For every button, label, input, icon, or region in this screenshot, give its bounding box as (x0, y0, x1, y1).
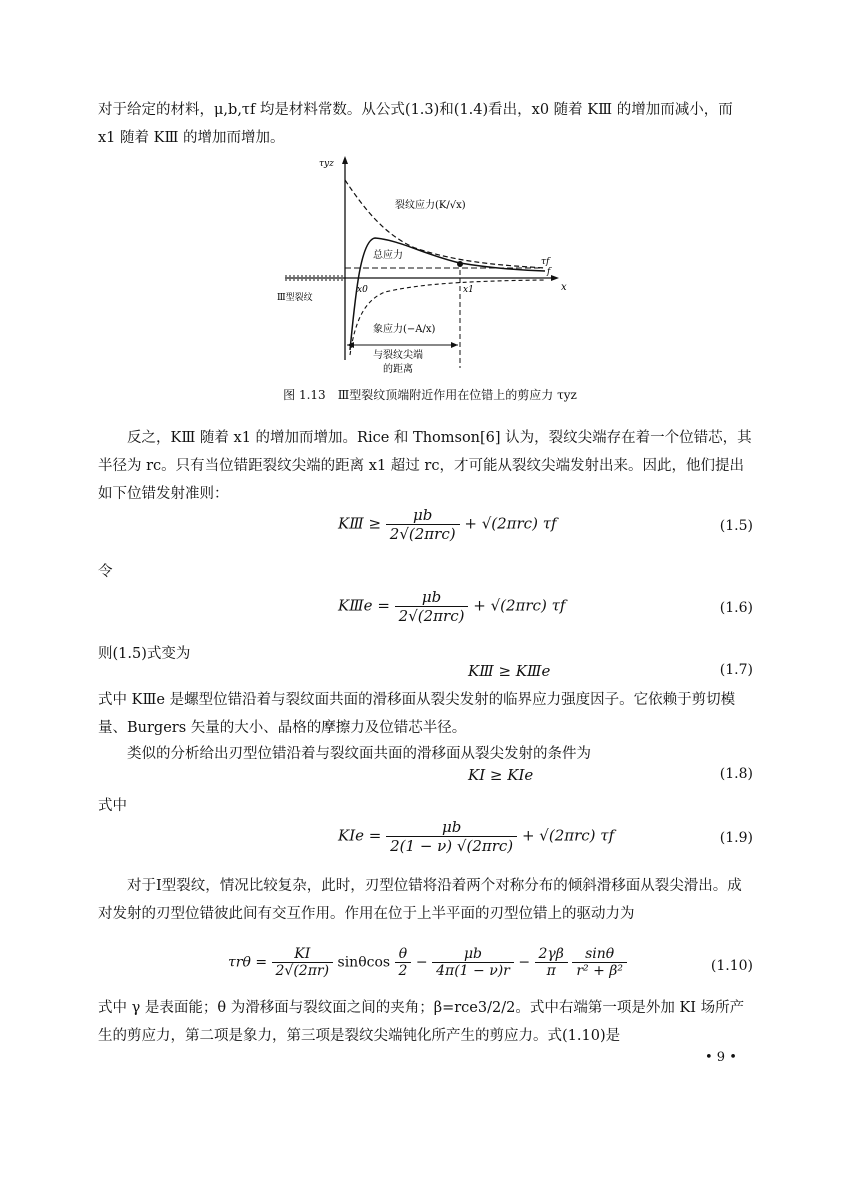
f-label: f (547, 267, 551, 277)
ling-label: 令 (98, 564, 113, 580)
shear-stress-figure (275, 150, 575, 390)
equation-1-8: KⅠ ≥ KⅠe (1.8) (468, 766, 753, 784)
equation-1-10: τrθ = $\frac{\text{KⅠ}}{2√(2\pi r)}$ sinθcos $\frac{\theta}{2}$ − $\frac{\mu b}{4\pi(1 - \nu)r}$ − $\frac{2\gamma\beta}{\pi}$ $\frac{\sin\theta}{\text{r² + β²}}$ (1.10) (228, 946, 753, 979)
crack-label: Ⅲ型裂纹 (277, 293, 313, 303)
paragraph-5: 对于Ⅰ型裂纹，情况比较复杂，此时，刃型位错将沿着两个对称分布的倾斜滑移面从裂尖滑出。成对发射的刃型位错彼此间有交互作用。作用在位于上半平面的刃型位错上的驱动力为 (98, 878, 742, 922)
paragraph-2: 反之，KⅢ 随着 x1 的增加而增加。Rice 和 Thomson[6] 认为，裂纹尖端存在着一个位错芯，其半径为 rc。只有当位错距裂纹尖端的距离 x1 超过 rc，才可能从裂纹尖端发射出来。因此，他们提出如下位错发射准则： (98, 430, 752, 502)
crack-stress-label: 裂纹应力(K/√x) (395, 200, 466, 211)
distance-label-1: 与裂纹尖端 (373, 350, 423, 361)
image-stress-label: 象应力(−A/x) (373, 324, 436, 335)
x-axis-label: x (561, 282, 567, 293)
tau-f-label: τf (541, 257, 550, 267)
x1-label: x1 (463, 285, 474, 295)
equation-1-5: KⅢ ≥ $\frac{\mu b}{\text{2√(2πrc)}}$ + √(2πrc) τf (1.5) (338, 506, 753, 543)
paragraph-4: 类似的分析给出刃型位错沿着与裂纹面共面的滑移面从裂尖发射的条件为 (127, 746, 591, 762)
paragraph-6: 式中 γ 是表面能；θ 为滑移面与裂纹面之间的夹角；β=rce3/2/2。式中右端第一项是外加 KⅠ 场所产生的剪应力，第二项是象力，第三项是裂纹尖端钝化所产生的剪应力。式(1.10)是 (98, 1000, 745, 1044)
page-number: • 9 • (705, 1050, 737, 1065)
paragraph-1: 对于给定的材料，μ,b,τf 均是材料常数。从公式(1.3)和(1.4)看出，x0 随着 KⅢ 的增加而减小，而 x1 随着 KⅢ 的增加而增加。 (98, 102, 733, 146)
image-stress-curve (350, 280, 545, 355)
x0-label: x0 (357, 285, 368, 295)
shizhong-label: 式中 (98, 798, 127, 814)
total-stress-label: 总应力 (373, 250, 403, 261)
figure-caption: 图 1.13 Ⅲ型裂纹顶端附近作用在位错上的剪应力 τyz (283, 388, 577, 402)
equation-1-6: KⅢe = $\frac{\mu b}{\text{2√(2πrc)}}$ + √(2πrc) τf (1.6) (338, 588, 753, 625)
equation-1-7: KⅢ ≥ KⅢe (1.7) (468, 662, 753, 680)
equation-1-9: KⅠe = $\frac{\mu b}{\text{2(1 − ν) √(2πrc)}}$ + √(2πrc) τf (1.9) (338, 818, 753, 855)
y-axis-label: τyz (319, 159, 334, 169)
ze-label: 则(1.5)式变为 (98, 646, 191, 662)
distance-label-2: 的距离 (383, 364, 413, 375)
paragraph-3: 式中 KⅢe 是螺型位错沿着与裂纹面共面的滑移面从裂尖发射的临界应力强度因子。它依赖于剪切模量、Burgers 矢量的大小、晶格的摩擦力及位错芯半径。 (98, 692, 736, 736)
